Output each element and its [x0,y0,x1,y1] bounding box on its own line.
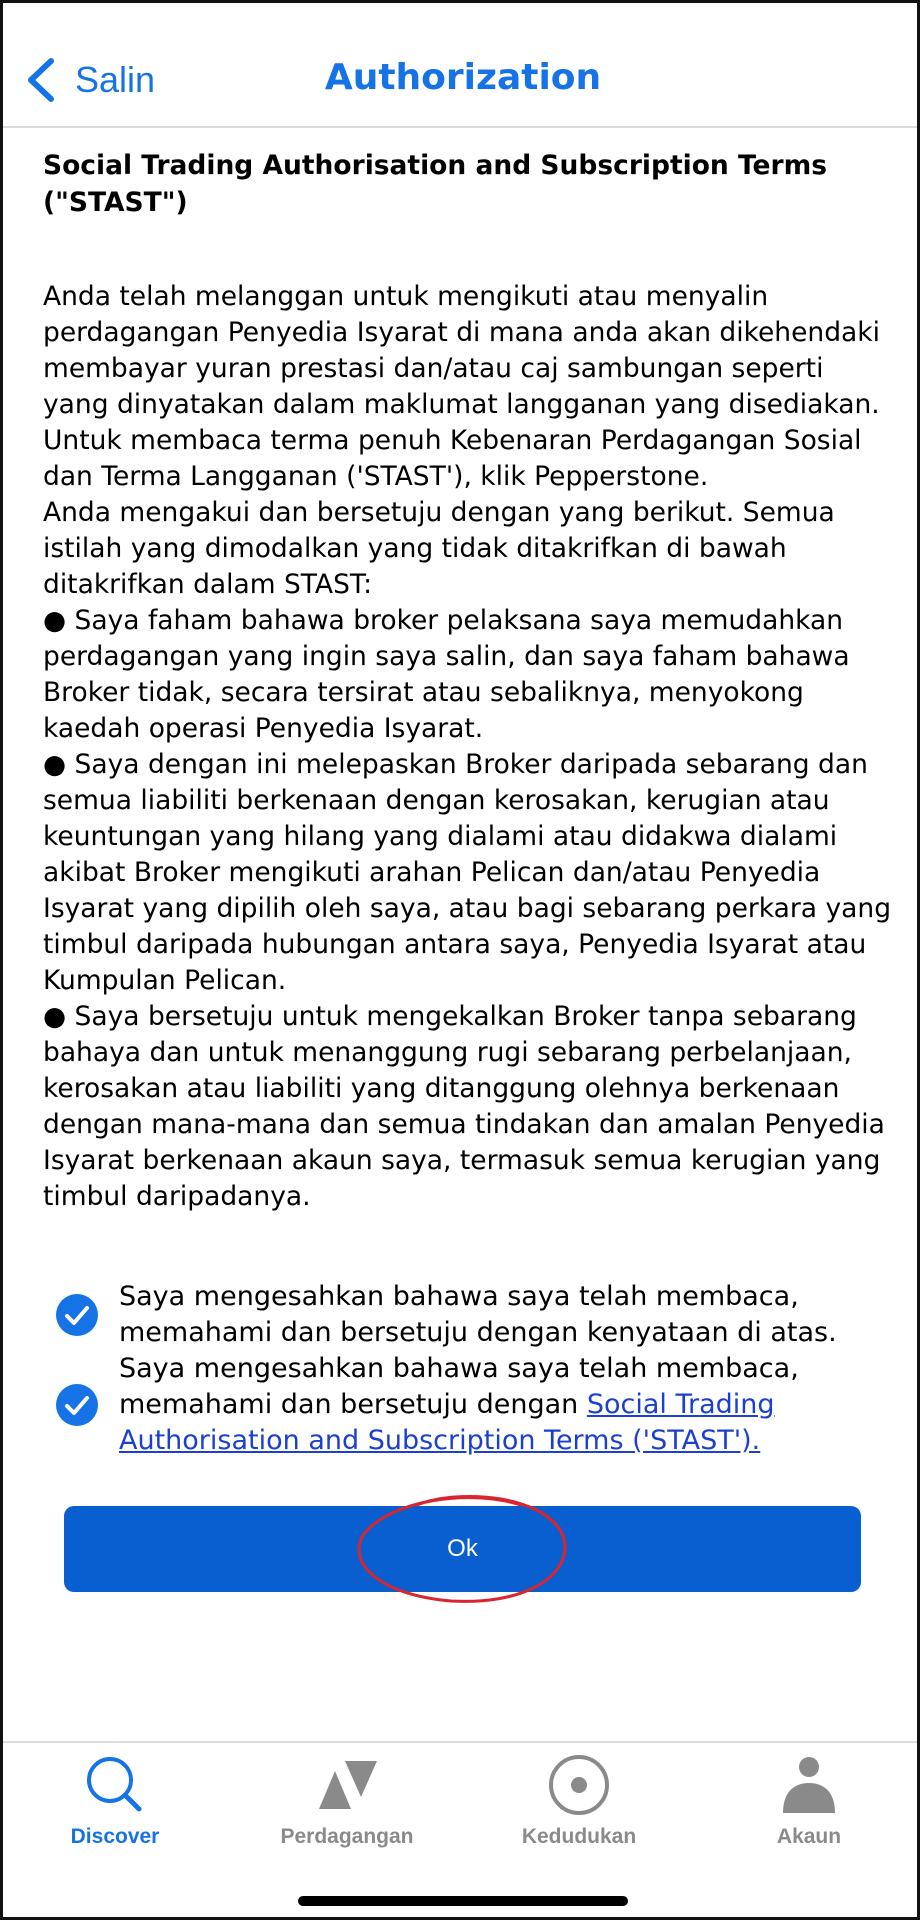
page-title: Authorization [324,57,602,98]
document-title: Social Trading Authorisation and Subscription Terms ("STAST") [43,150,827,218]
confirmation-list [55,1279,895,1459]
user-icon [777,1753,841,1817]
document-body [43,279,893,1215]
paragraph-acknowledge: Anda mengakui dan bersetuju dengan yang berikut. Semua istilah yang dimodalkan yang tidak ditakrifkan di bawah ditakrifkan dalam STAST: [43,497,835,600]
tab-account[interactable] [719,1753,899,1863]
paragraph-intro: Anda telah melanggan untuk mengikuti atau menyalin perdagangan Penyedia Isyarat di mana anda akan dikehendaki membayar yuran prestasi dan/atau caj sambungan seperti yang dinyatakan dalam maklumat langganan yang disediakan. Untuk membaca terma penuh Kebenaran Perdagangan Sosial dan Terma Langganan ('STAST'), klik Pepperstone. [43,281,880,492]
ok-button[interactable] [64,1506,861,1592]
nav-header [3,3,920,128]
confirm-stast-row[interactable] [55,1351,895,1459]
tab-discover-label: Discover [70,1825,160,1848]
confirm-stast-text [119,1351,895,1459]
target-icon [547,1753,611,1817]
home-indicator [298,1896,628,1906]
search-icon [83,1753,147,1817]
checkmark-circle-icon[interactable] [55,1293,99,1337]
tab-positions[interactable] [489,1753,669,1863]
tab-trading-label: Perdagangan [280,1825,414,1848]
confirm-stast-prefix: Saya mengesahkan bahawa saya telah membaca, memahami dan bersetuju dengan [119,1353,799,1420]
stast-terms-link[interactable]: Social Trading Authorisation and Subscription Terms ('STAST'). [119,1389,775,1456]
tab-account-label: Akaun [776,1825,842,1848]
bullet-broker-facilitates: ● Saya faham bahawa broker pelaksana saya memudahkan perdagangan yang ingin saya salin, dan saya faham bahawa Broker tidak, secara tersirat atau sebaliknya, menyokong kaedah operasi Penyedia Isyarat. [43,605,850,744]
trade-arrows-icon [315,1753,379,1817]
confirm-statement-row[interactable] [55,1279,895,1351]
ok-button-label: Ok [447,1535,478,1562]
tab-discover[interactable] [25,1753,205,1863]
confirm-statement-text: Saya mengesahkan bahawa saya telah membaca, memahami dan bersetuju dengan kenyataan di atas. [119,1281,837,1348]
tab-trading[interactable] [257,1753,437,1863]
tab-positions-label: Kedudukan [521,1825,637,1848]
bullet-release-liability: ● Saya dengan ini melepaskan Broker daripada sebarang dan semua liabiliti berkenaan dengan kerosakan, kerugian atau keuntungan yang hilang yang dialami atau didakwa dialami akibat Broker mengikuti arahan Pelican dan/atau Penyedia Isyarat yang dipilih oleh saya, atau bagi sebarang perkara yang timbul daripada hubungan antara saya, Penyedia Isyarat atau Kumpulan Pelican. [43,749,892,996]
terms-content [43,147,893,1215]
checkmark-circle-icon[interactable] [55,1383,99,1427]
back-label: Salin [75,59,156,100]
bullet-indemnify: ● Saya bersetuju untuk mengekalkan Broker tanpa sebarang bahaya dan untuk menanggung rugi sebarang perbelanjaan, kerosakan atau liabiliti yang ditanggung olehnya berkenaan dengan mana-mana dan semua tindakan dan amalan Penyedia Isyarat berkenaan akaun saya, termasuk semua kerugian yang timbul daripadanya. [43,1001,885,1212]
tab-bar [3,1741,920,1920]
